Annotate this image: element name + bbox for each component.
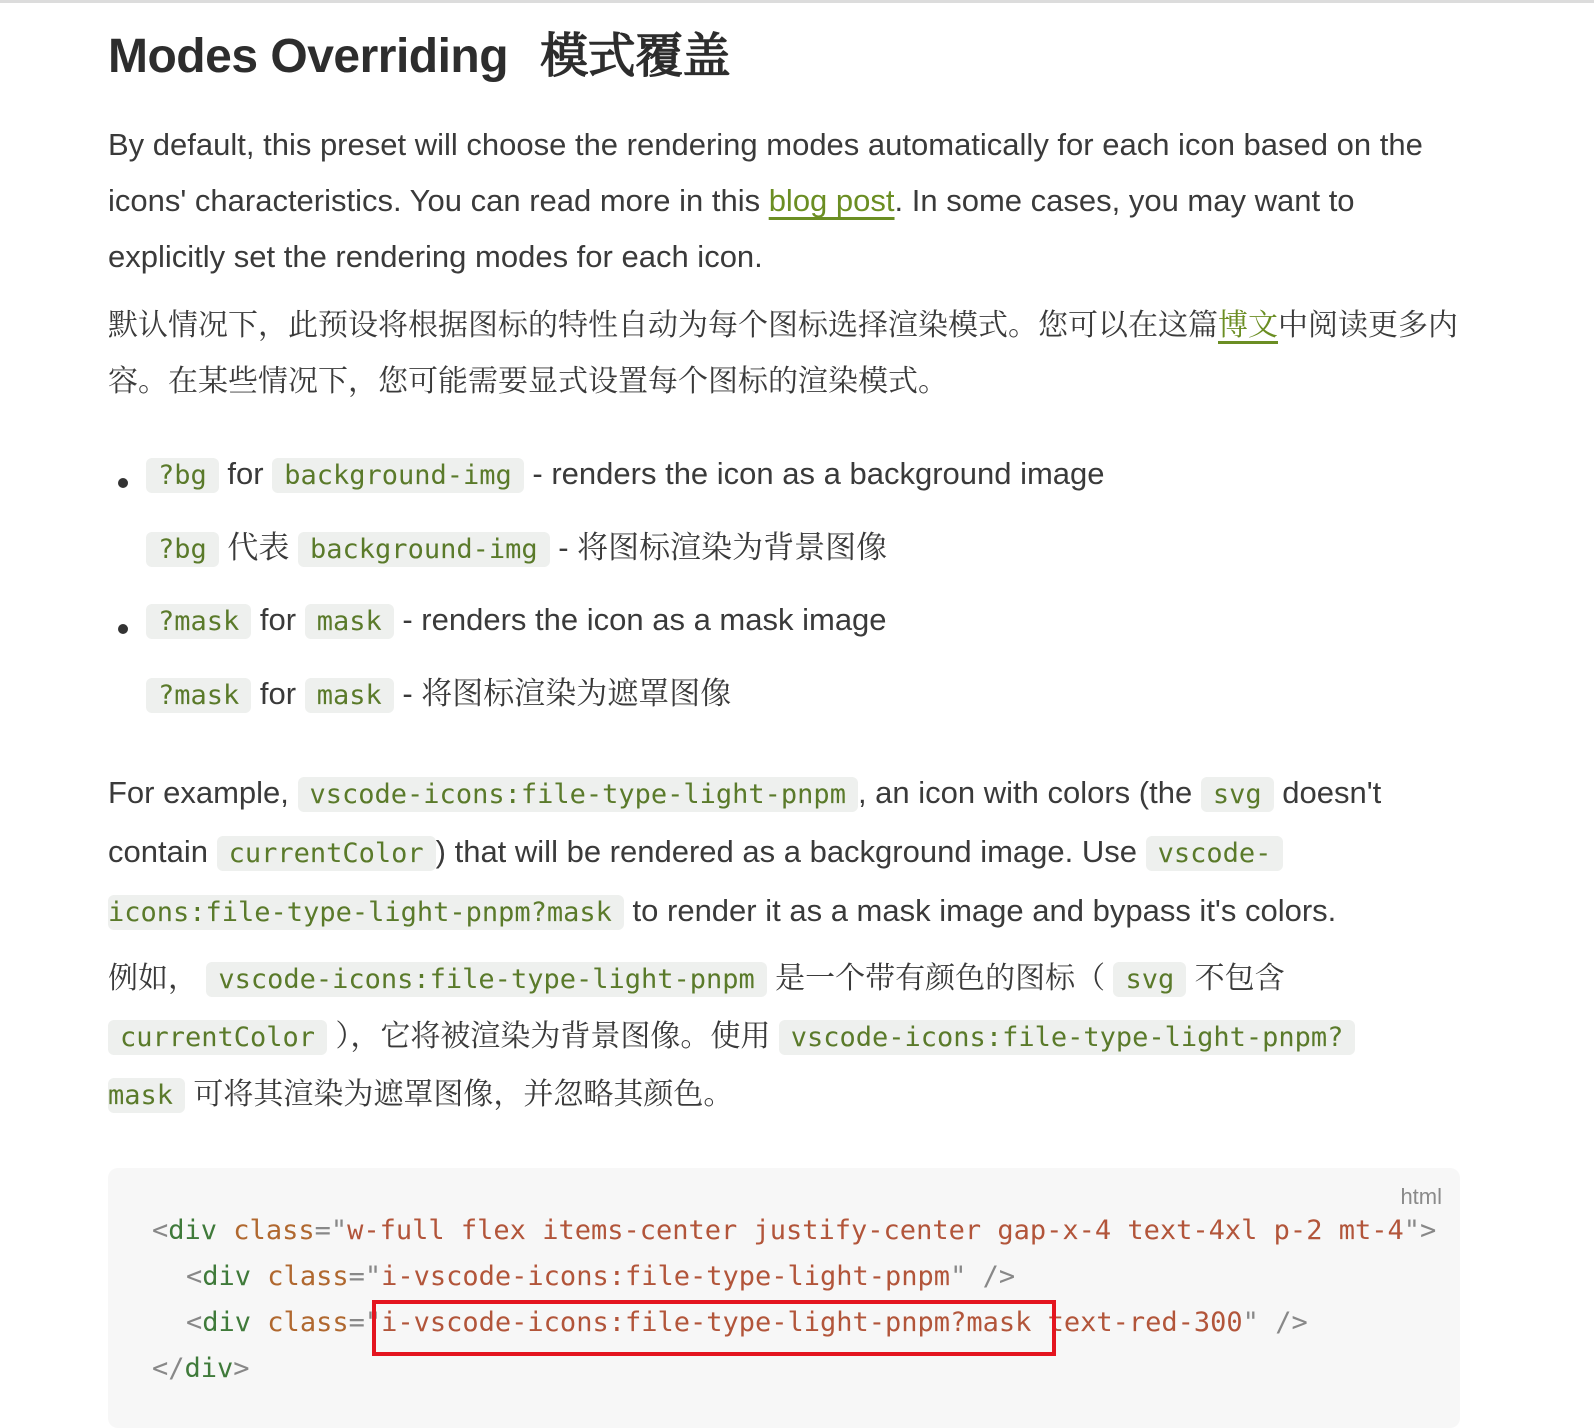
bullet-word: for	[259, 602, 297, 637]
blog-post-link[interactable]: blog post	[768, 183, 895, 218]
heading-en: Modes Overriding	[108, 30, 509, 83]
example-en-text: to render it as a mask image and bypass it's colors.	[623, 893, 1337, 928]
example-paragraph-zh	[108, 950, 1458, 1124]
section-heading	[108, 28, 730, 86]
code-punct: "	[950, 1261, 967, 1292]
code-tag: div	[168, 1215, 218, 1246]
code-attr: class	[251, 1307, 349, 1338]
intro-zh-text-2: 中阅读更多内容。在某些情况下，您可能需要显式设置每个图标的渲染模式。	[108, 309, 1458, 398]
code-svg: svg	[1201, 777, 1274, 812]
code-punct: <	[186, 1261, 203, 1292]
code-punct: "	[1242, 1307, 1259, 1338]
code-punct: "	[1403, 1215, 1420, 1246]
code-punct: "	[330, 1215, 348, 1246]
bullet-desc: - renders the icon as a background image	[532, 456, 1105, 491]
code-punct: />	[966, 1261, 1016, 1292]
code-icon-mask-part1: vscode-icons:file-type-light-pnpm?	[779, 1020, 1356, 1055]
code-string-highlighted: i-vscode-icons:file-type-light-pnpm?mask	[381, 1307, 1032, 1338]
example-en-text: For example,	[108, 775, 298, 810]
code-punct: =	[348, 1307, 365, 1338]
code-mask-query: ?mask	[146, 604, 251, 639]
bullet-dot	[118, 624, 128, 634]
code-icon-mask-part2: mask	[108, 1078, 185, 1113]
code-punct: />	[1258, 1307, 1308, 1338]
bullet-desc: - 将图标渲染为背景图像	[558, 530, 888, 565]
code-language-label: html	[1400, 1184, 1442, 1209]
code-icon-mask-part1: vscode-	[1146, 836, 1284, 871]
code-block	[108, 1168, 1460, 1428]
code-tag: div	[202, 1307, 252, 1338]
code-mask-query: ?mask	[146, 678, 251, 713]
bullet-dot	[118, 478, 128, 488]
code-bg: ?bg	[146, 532, 219, 567]
example-en-text: , an icon with colors (the	[857, 775, 1201, 810]
bullet-desc: - 将图标渲染为遮罩图像	[402, 676, 732, 711]
code-tag: div	[184, 1353, 234, 1384]
code-icon-name: vscode-icons:file-type-light-pnpm	[298, 777, 858, 812]
code-bg: ?bg	[146, 458, 219, 493]
code-string: i-vscode-icons:file-type-light-pnpm	[381, 1261, 951, 1292]
code-punct: </	[152, 1353, 185, 1384]
code-string: text-red-300	[1031, 1307, 1243, 1338]
code-attr: class	[217, 1215, 315, 1246]
blog-post-link-zh[interactable]: 博文	[1218, 309, 1278, 342]
example-paragraph-en	[108, 764, 1458, 941]
intro-en-text-2: . In some cases, you may want to explicitly set the rendering modes for each icon.	[108, 183, 1355, 274]
code-current-color: currentColor	[217, 836, 436, 871]
code-attr: class	[251, 1261, 349, 1292]
code-svg: svg	[1113, 962, 1186, 997]
code-mask: mask	[305, 604, 394, 639]
code-tag: div	[202, 1261, 252, 1292]
code-punct: =	[348, 1261, 365, 1292]
code-line-4	[152, 1346, 250, 1392]
intro-zh-text-1: 默认情况下，此预设将根据图标的特性自动为每个图标选择渲染模式。您可以在这篇	[108, 309, 1218, 342]
code-icon-mask-part2: icons:file-type-light-pnpm?mask	[108, 895, 624, 930]
code-punct: "	[364, 1307, 382, 1338]
intro-paragraph-en	[108, 117, 1448, 285]
code-background-img: background-img	[298, 532, 550, 567]
code-mask: mask	[305, 678, 394, 713]
intro-en-text-1: By default, this preset will choose the rendering modes automatically for each icon based on the icons' characteristics. You can read more in this	[108, 127, 1423, 218]
code-string: w-full flex items-center justify-center gap-x-4 text-4xl p-2 mt-4	[347, 1215, 1404, 1246]
example-en-text: doesn't contain	[108, 775, 1382, 869]
code-current-color: currentColor	[108, 1020, 327, 1055]
bullet-mask-en	[146, 602, 887, 638]
bullet-bg-zh	[146, 522, 887, 567]
example-zh-text: 例如，	[108, 962, 207, 995]
code-punct: "	[364, 1261, 382, 1292]
intro-paragraph-zh	[108, 298, 1468, 410]
example-zh-text: ），它将被渲染为背景图像。使用	[327, 1020, 779, 1053]
bullet-desc: - renders the icon as a mask image	[402, 602, 887, 637]
bullet-word: for	[259, 676, 297, 711]
code-punct: >	[233, 1353, 250, 1384]
code-line-2	[186, 1254, 1015, 1300]
code-punct: =	[314, 1215, 331, 1246]
example-zh-text: 可将其渲染为遮罩图像，并忽略其颜色。	[185, 1078, 734, 1111]
bullet-word: 代表	[227, 530, 290, 565]
bullet-word: for	[227, 456, 264, 491]
example-en-text: ) that will be rendered as a background image. Use	[435, 834, 1146, 869]
top-border	[0, 0, 1594, 3]
code-punct: >	[1420, 1215, 1437, 1246]
highlight-box	[372, 1300, 1056, 1356]
code-punct: <	[186, 1307, 203, 1338]
example-zh-text: 是一个带有颜色的图标（	[766, 962, 1114, 995]
heading-zh: 模式覆盖	[540, 30, 731, 83]
code-icon-name: vscode-icons:file-type-light-pnpm	[206, 962, 766, 997]
example-zh-text: 不包含	[1186, 962, 1285, 995]
code-background-img: background-img	[272, 458, 524, 493]
code-line-1	[152, 1208, 1436, 1254]
code-punct: <	[152, 1215, 169, 1246]
bullet-mask-zh	[146, 668, 731, 713]
bullet-bg-en	[146, 456, 1105, 492]
